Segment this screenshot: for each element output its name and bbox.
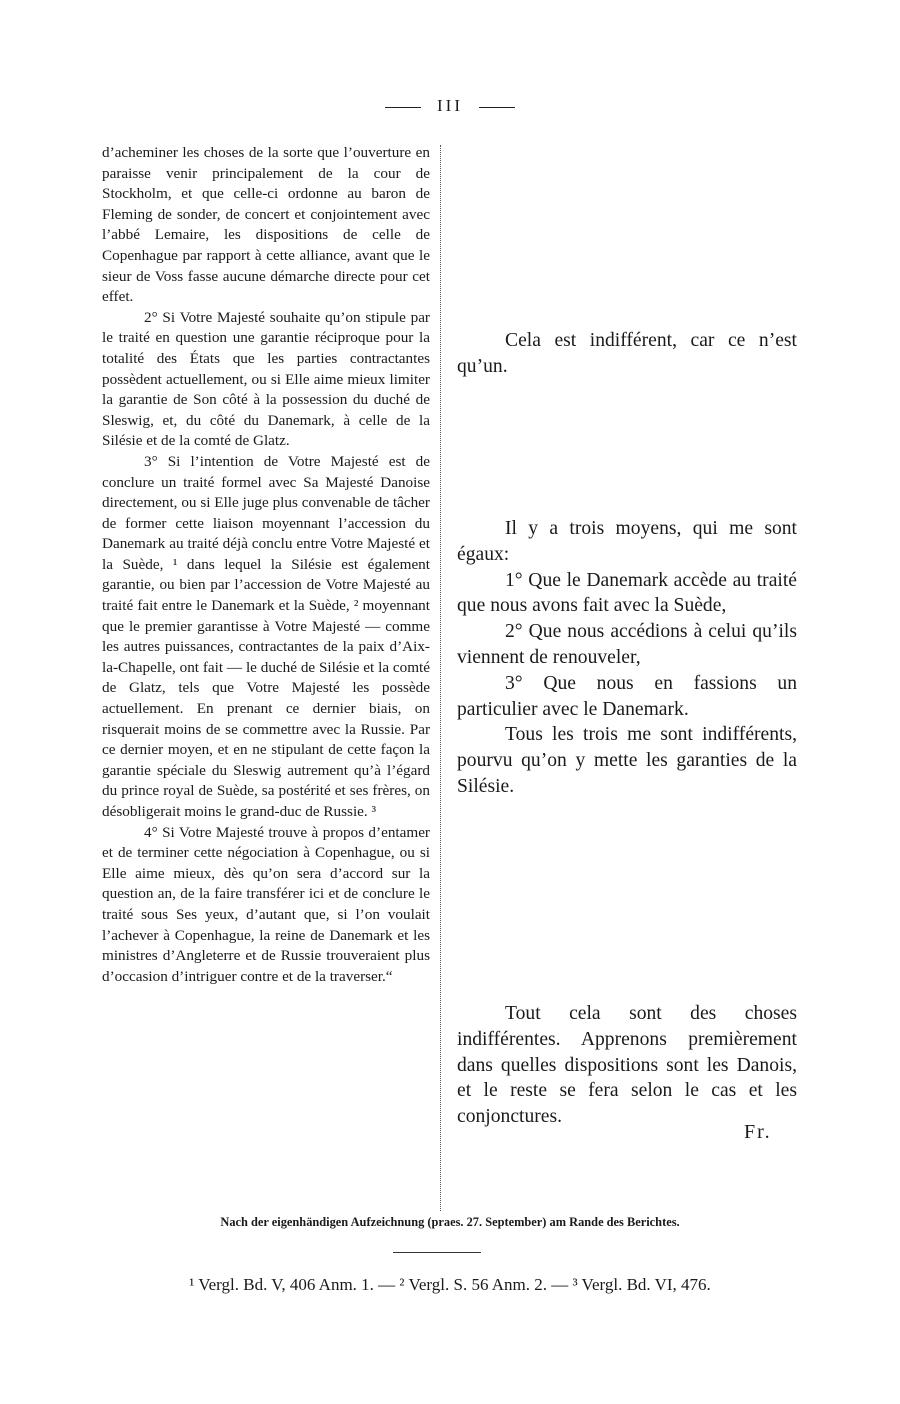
marginal-note-2-intro: Il y a trois moyens, qui me sont égaux:: [457, 518, 797, 565]
footnote-rule: [393, 1252, 481, 1253]
page-header: [0, 96, 900, 116]
footnotes: ¹ Vergl. Bd. V, 406 Anm. 1. — ² Vergl. S. 56 Anm. 2. — ³ Vergl. Bd. VI, 476.: [189, 1275, 711, 1294]
report-paragraph-1: d’acheminer les choses de la sorte que l’ouverture en paraisse venir principalement de la cour de Stockholm, et que celle-ci ordonne au baron de Fleming de sonder, de concert et conjointement avec l’abbé Lemaire, les dispositions de celle de Copenhague par rapport à cette alliance, avant que le sieur de Voss fasse aucune démarche directe pour cet effet.: [102, 144, 430, 306]
marginal-note-2-conclusion: Tous les trois me sont indifférents, pourvu qu’on y mette les garanties de la Silésie.: [457, 724, 797, 797]
marginal-note-3-text: Tout cela sont des choses indifférentes. Apprenons premièrement dans quelles dispositions sont les Danois, et le reste se fera selon le cas et les conjonctures.: [457, 1003, 797, 1128]
page-number: III: [437, 96, 463, 115]
marginal-note-1: [457, 328, 797, 380]
header-dash-right: [479, 107, 515, 108]
header-dash-left: [385, 107, 421, 108]
marginal-note-2-point-1: 1° Que le Danemark accède au traité que nous avons fait avec la Suède,: [457, 569, 797, 617]
marginal-note-2: [457, 516, 797, 800]
column-divider: [440, 145, 441, 1211]
report-paragraph-3: 3° Si l’intention de Votre Majesté est de conclure un traité formel avec Sa Majesté Danoise directement, ou si Elle juge plus convenable de tâcher de former cette liaison moyennant l’accession du Danemark au traité déjà conclu entre Votre Majesté et la Suède, ¹ dans lequel la Silésie est également garantie, ou bien par l’accession de Votre Majesté au traité fait entre le Danemark et la Suède, ² moyennant que le premier garantisse à Votre Majesté — comme les autres puissances, contractantes de la paix d’Aix-la-Chapelle, ont fait — le duché de Silésie et la comté de Glatz, tels que Votre Majesté les possède actuellement. En prenant ce dernier biais, on risquerait moins de se commettre avec la Russie. Par ce dernier moyen, et en ne stipulant de cette façon la garantie spéciale du Sleswig autrement qu’à l’égard du prince royal de Suède, sa postérité et ses frères, on désobligerait moins le grand-duc de Russie. ³: [102, 452, 430, 820]
report-column: [102, 143, 430, 987]
report-paragraph-2: 2° Si Votre Majesté souhaite qu’on stipule par le traité en question une garantie réciproque pour la totalité des États que les parties contractantes possèdent actuellement, ou si Elle aime mieux limiter la garantie de Son côté à la possession du duché de Sleswig, et, du côté du Danemark, à celle de la Silésie et de la comté de Glatz.: [102, 308, 430, 450]
signature: Fr.: [744, 1121, 772, 1143]
source-note: Nach der eigenhändigen Aufzeichnung (praes. 27. September) am Rande des Berichtes.: [220, 1215, 680, 1229]
marginal-note-3: [457, 1001, 797, 1130]
report-paragraph-4: 4° Si Votre Majesté trouve à propos d’entamer et de terminer cette négociation à Copenhague, ou si Elle aime mieux, dès qu’on sera d’accord sur la question an, de la faire transférer ici et de conclure le traité sous Ses yeux, d’autant que, si l’on voulait l’achever à Copenhague, la reine de Danemark et les ministres d’Angleterre et de Russie trouveraient plus d’occasion d’intriguer contre et de la traverser.“: [102, 823, 430, 985]
marginal-note-2-point-3: 3° Que nous en fassions un particulier avec le Danemark.: [457, 672, 797, 720]
marginal-note-2-point-2: 2° Que nous accédions à celui qu’ils viennent de renouveler,: [457, 621, 797, 668]
marginal-note-1-text: Cela est indifférent, car ce n’est qu’un.: [457, 330, 797, 377]
